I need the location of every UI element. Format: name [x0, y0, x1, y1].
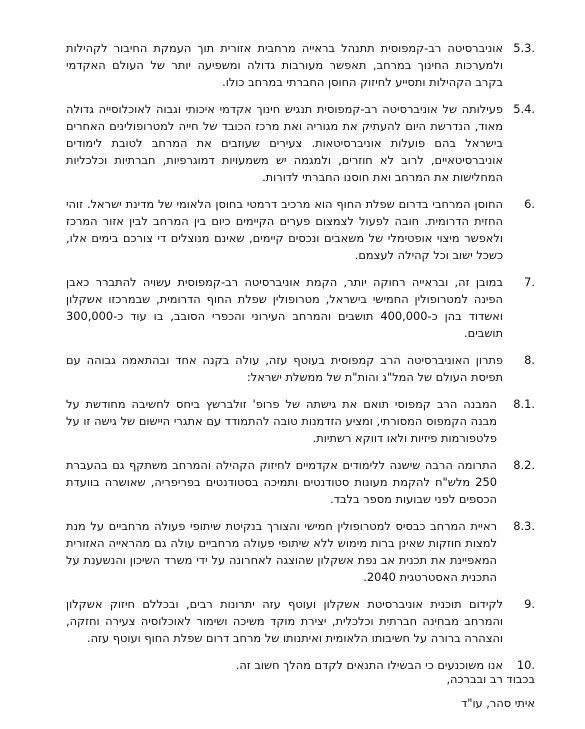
- paragraph-number: 8.1.: [513, 397, 535, 411]
- paragraph-number: 8.: [524, 353, 535, 367]
- paragraph-text: המבנה הרב קמפוסי תואם את גישתה של פרופ' זולברשץ ביחס לחשיבה מחודשת על מבנה הקמפוס המסורתי, ומציע הזדמנות טובה להתמודד עם אתגרי היישום של גישה זו על פלטפורמות פיזיות ולאו דווקא רשתיות.: [66, 397, 497, 445]
- paragraph-9: [66, 596, 535, 647]
- paragraph-5-4: [66, 101, 535, 186]
- paragraph-text: אוניברסיטה רב-קמפוסית תתנהל בראייה מרחבית אזורית תוך העמקת החיבור לקהילות ולמערכות החינוך במרחב, תאפשר מעורבות גדולה ומשפיעה יותר של העולם האקדמי בקרב הקהילות ותסייע לחיזוק החוסן החברתי במרחב כולו.: [66, 41, 503, 89]
- paragraph-5-3: [66, 40, 535, 91]
- paragraph-number: 7.: [524, 275, 535, 289]
- closing-greeting: בכבוד רב ובברכה,: [446, 672, 535, 686]
- paragraph-number: 8.3.: [513, 519, 535, 533]
- paragraph-number: 8.2.: [513, 458, 535, 472]
- paragraph-8-1: [66, 396, 535, 447]
- paragraph-text: פעילותה של אוניברסיטה רב-קמפוסית תנגיש חינוך אקדמי איכותי וגבוה לאוכלוסייה גדולה מאוד, הנדרשת היום להעתיק את מגוריה ואת מרכז הכובד של חייה למטרופולינים האחרים בישראל בהם פועלות אוניברסיטאות. צעירים שעוזבים את המרחב לטובת לימודים אוניברסיטאיים, לרוב לא חוזרים, ולמגמה יש משמעויות דמוגרפיות, חברתיות וכלכליות המחלישות את המרחב ואת חוסנו החברתי לדורות.: [66, 102, 503, 184]
- paragraph-text: ראיית המרחב כבסיס למטרופולין חמישי והצורך בנקיטת שיתופי פעולה מרחביים על מנת למצות חוזקות שאינן ברות מימוש ללא שיתופי פעולה מרחביים עולה גם מהראייה האזורית המאפיינת את תכנית אב נפת אשקלון שהוצגה לאחרונה על ידי משרד השיכון והנשענת על התכנית האסטרטגית 2040.: [66, 519, 497, 584]
- paragraph-8-2: [66, 457, 535, 508]
- paragraph-6: [66, 196, 535, 264]
- paragraph-text: פתרון האוניברסיטה הרב קמפוסית בעוטף עזה, עולה בקנה אחד ובהתאמה גבוהה עם תפיסת העולם של המל"ג והות"ת של ממשלת ישראל:: [66, 353, 503, 384]
- paragraph-text: לקידום תוכנית אוניברסיטת אשקלון ועוטף עזה יתרונות רבים, ובכללם חיזוק אשקלון והמרחב מבחינה חברתית וכלכלית, יצירת מוקד משיכה ושימור לאוכלוסיה צעירה וחזקה, והצהרה ברורה על חשיבותו הלאומית ואיתנותו של מרחב דרום שפלת החוף ועוטף עזה.: [66, 597, 503, 645]
- paragraph-number: 9.: [524, 597, 535, 611]
- paragraph-7: [66, 274, 535, 342]
- paragraph-text: במובן זה, ובראייה רחוקה יותר, הקמת אוניברסיטה רב-קמפוסית עשויה להתברר כאבן הפינה למטרופולין החמישי בישראל, מטרופולין שפלת החוף הדרומית, שבמרכזו אשקלון ואשדוד בהן כ-400,000 תושבים והמרחב העירוני והכפרי הסובב, בו עוד כ-300,000 תושבים.: [66, 275, 503, 340]
- paragraph-number: 5.3.: [513, 41, 535, 55]
- paragraph-number: 5.4.: [513, 102, 535, 116]
- paragraph-8-3: [66, 518, 535, 586]
- paragraph-8: [66, 352, 535, 386]
- paragraph-text: התרומה הרבה שישנה ללימודים אקדמיים לחיזוק הקהילה והמרחב משתקף גם בהעברת 250 מלש"ח להקמת מעונות סטודנטים ותמיכה בסטודנטים בפריפריה, שאושרה בוועדת הכספים לפני שבועות מספר בלבד.: [66, 458, 497, 506]
- signature: איתי סהר, עו"ד: [460, 696, 535, 710]
- paragraph-text: אנו משוכנעים כי הבשילו התנאים לקדם מהלך חשוב זה.: [235, 658, 503, 672]
- paragraph-text: החוסן המרחבי בדרום שפלת החוף הוא מרכיב דרמטי בחוסן הלאומי של מדינת ישראל. זוהי החזית הדרומית. חובה לפעול לצמצום פערים הקיימים כיום בין המרחב לבין אזור המרכז ולאפשר מיצוי אופטימלי של משאבים ונכסים קיימים, שאינם מנוצלים די צורכם בימים אלו, כשכל ישוב וכל קהילה לעצמם.: [66, 197, 503, 262]
- paragraph-number: 6.: [524, 197, 535, 211]
- paragraph-number: 10.: [516, 658, 535, 672]
